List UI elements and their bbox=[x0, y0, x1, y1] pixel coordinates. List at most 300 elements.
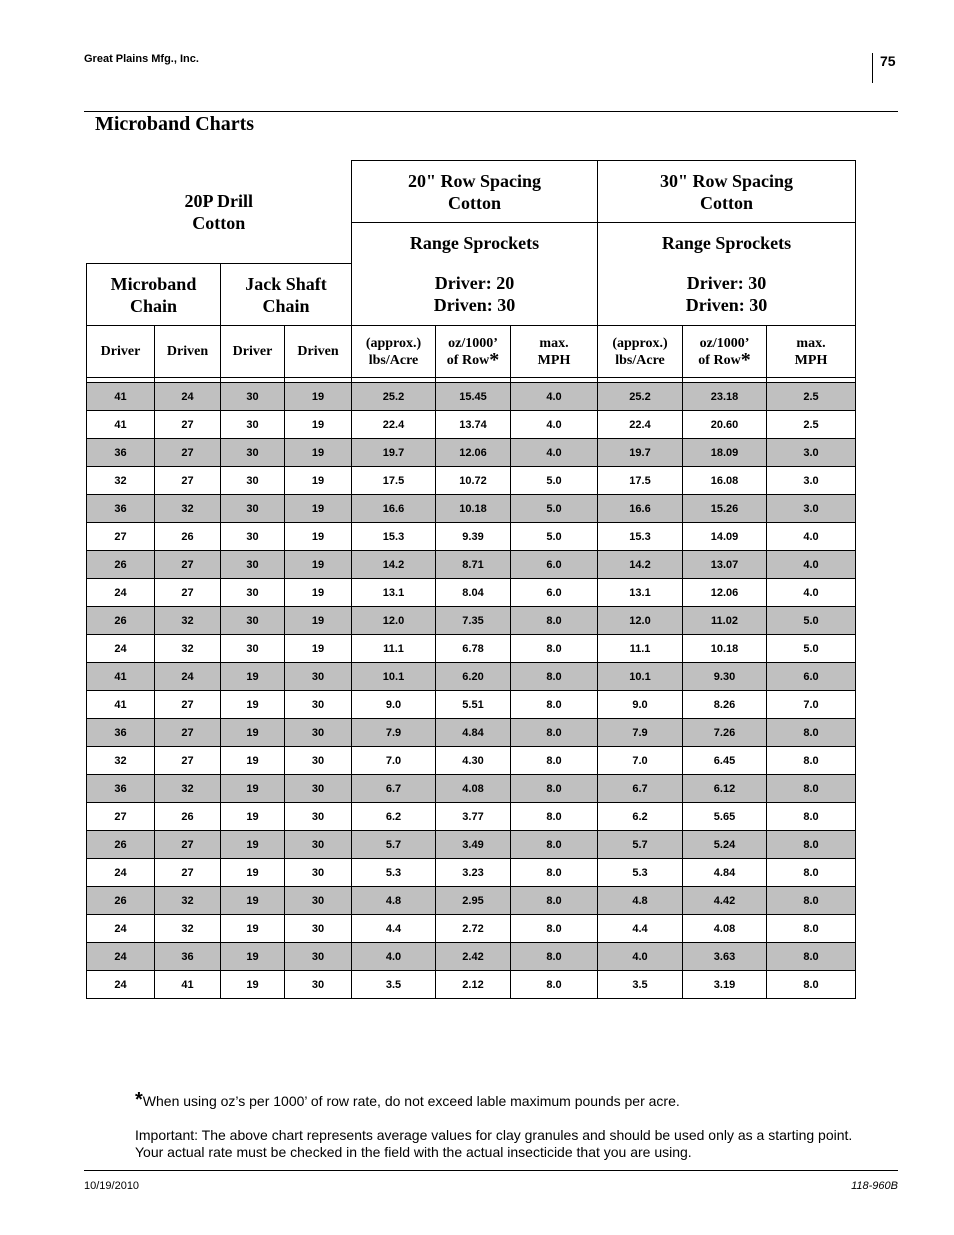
table-cell: 19 bbox=[285, 411, 352, 439]
table-cell: 8.0 bbox=[511, 943, 598, 971]
of-row-label: of Row bbox=[698, 352, 741, 368]
table-cell: 8.0 bbox=[511, 887, 598, 915]
table-cell: 24 bbox=[155, 663, 221, 691]
table-cell: 8.0 bbox=[511, 971, 598, 999]
table-cell: 20.60 bbox=[683, 411, 767, 439]
table-cell: 4.8 bbox=[598, 887, 683, 915]
table-cell: 4.4 bbox=[352, 915, 436, 943]
table-row bbox=[87, 887, 856, 915]
table-cell: 11.1 bbox=[352, 635, 436, 663]
table-cell: 4.08 bbox=[683, 915, 767, 943]
oz-note bbox=[135, 1089, 680, 1111]
table-cell: 7.0 bbox=[767, 691, 856, 719]
table-cell: 30 bbox=[221, 467, 285, 495]
table-cell: 24 bbox=[87, 915, 155, 943]
table-cell: 5.24 bbox=[683, 831, 767, 859]
table-cell: 3.23 bbox=[436, 859, 511, 887]
range-sprockets-20: Range Sprockets bbox=[352, 223, 598, 264]
table-cell: 4.0 bbox=[767, 579, 856, 607]
table-row bbox=[87, 775, 856, 803]
lbs-acre-label: lbs/Acre bbox=[615, 352, 665, 368]
table-cell: 7.26 bbox=[683, 719, 767, 747]
table-cell: 36 bbox=[87, 719, 155, 747]
table-cell: 2.95 bbox=[436, 887, 511, 915]
drill-name: 20P Drill bbox=[184, 190, 253, 211]
table-row bbox=[87, 467, 856, 495]
table-cell: 30 bbox=[285, 719, 352, 747]
drill-header bbox=[87, 161, 352, 264]
table-cell: 27 bbox=[155, 831, 221, 859]
table-cell: 11.02 bbox=[683, 607, 767, 635]
table-cell: 10.18 bbox=[436, 495, 511, 523]
table-cell: 8.0 bbox=[511, 915, 598, 943]
of-row-label: of Row bbox=[446, 352, 490, 368]
table-cell: 27 bbox=[155, 859, 221, 887]
table-cell: 4.0 bbox=[767, 551, 856, 579]
col-max-mph-30 bbox=[767, 326, 856, 378]
table-cell: 8.71 bbox=[436, 551, 511, 579]
table-cell: 24 bbox=[155, 383, 221, 411]
table-cell: 4.4 bbox=[598, 915, 683, 943]
table-cell: 27 bbox=[155, 747, 221, 775]
table-cell: 32 bbox=[87, 747, 155, 775]
table-cell: 27 bbox=[87, 523, 155, 551]
table-cell: 3.0 bbox=[767, 495, 856, 523]
row-spacing-30-header bbox=[598, 161, 856, 223]
table-cell: 8.0 bbox=[511, 775, 598, 803]
table-cell: 19 bbox=[221, 747, 285, 775]
table-cell: 8.0 bbox=[511, 747, 598, 775]
oz-label: oz/1000’ bbox=[448, 335, 498, 351]
table-cell: 3.77 bbox=[436, 803, 511, 831]
table-row bbox=[87, 635, 856, 663]
table-cell: 8.0 bbox=[511, 719, 598, 747]
table-cell: 19.7 bbox=[598, 439, 683, 467]
asterisk-mark: * bbox=[740, 348, 751, 371]
table-cell: 8.0 bbox=[511, 831, 598, 859]
driver-30: Driver: 30 bbox=[686, 273, 767, 294]
table-row bbox=[87, 719, 856, 747]
table-cell: 8.0 bbox=[767, 775, 856, 803]
table-cell: 30 bbox=[221, 523, 285, 551]
col-jackshaft-driven: Driven bbox=[285, 326, 352, 378]
table-cell: 12.06 bbox=[436, 439, 511, 467]
table-cell: 4.0 bbox=[767, 523, 856, 551]
header-divider bbox=[872, 53, 873, 83]
table-cell: 27 bbox=[155, 579, 221, 607]
table-row bbox=[87, 971, 856, 999]
table-row bbox=[87, 747, 856, 775]
lbs-acre-label: lbs/Acre bbox=[368, 352, 419, 368]
table-cell: 4.84 bbox=[436, 719, 511, 747]
table-cell: 24 bbox=[87, 971, 155, 999]
table-cell: 30 bbox=[285, 663, 352, 691]
table-cell: 13.1 bbox=[598, 579, 683, 607]
table-cell: 27 bbox=[155, 551, 221, 579]
row-spacing-20: 20" Row Spacing bbox=[407, 170, 541, 191]
table-cell: 9.0 bbox=[598, 691, 683, 719]
header-rule bbox=[84, 111, 898, 112]
important-note: Important: The above chart represents average values for clay granules and should be used only as a starting point. Your actual rate must be checked in the field with the actual insecticide that you are using. bbox=[135, 1127, 853, 1160]
table-cell: 8.0 bbox=[511, 607, 598, 635]
table-row bbox=[87, 579, 856, 607]
table-cell: 4.0 bbox=[352, 943, 436, 971]
table-cell: 19 bbox=[221, 831, 285, 859]
table-cell: 19 bbox=[285, 635, 352, 663]
max-label: max. bbox=[539, 335, 569, 351]
table-cell: 30 bbox=[285, 775, 352, 803]
table-cell: 8.0 bbox=[511, 663, 598, 691]
table-cell: 8.0 bbox=[511, 635, 598, 663]
table-cell: 15.45 bbox=[436, 383, 511, 411]
table-cell: 14.09 bbox=[683, 523, 767, 551]
microband-chart-table bbox=[86, 160, 856, 999]
table-cell: 19 bbox=[221, 859, 285, 887]
table-cell: 16.08 bbox=[683, 467, 767, 495]
table-cell: 18.09 bbox=[683, 439, 767, 467]
table-row bbox=[87, 663, 856, 691]
table-cell: 14.2 bbox=[352, 551, 436, 579]
table-cell: 6.2 bbox=[598, 803, 683, 831]
table-cell: 7.9 bbox=[598, 719, 683, 747]
table-cell: 30 bbox=[221, 607, 285, 635]
table-cell: 4.0 bbox=[511, 439, 598, 467]
table-cell: 4.42 bbox=[683, 887, 767, 915]
table-cell: 19 bbox=[221, 915, 285, 943]
table-cell: 8.04 bbox=[436, 579, 511, 607]
table-row bbox=[87, 943, 856, 971]
table-row bbox=[87, 411, 856, 439]
table-cell: 19 bbox=[221, 719, 285, 747]
table-cell: 7.9 bbox=[352, 719, 436, 747]
approx-label: (approx.) bbox=[365, 335, 422, 351]
table-cell: 6.0 bbox=[767, 663, 856, 691]
table-cell: 2.5 bbox=[767, 411, 856, 439]
table-cell: 30 bbox=[221, 579, 285, 607]
table-cell: 19 bbox=[221, 971, 285, 999]
table-cell: 32 bbox=[155, 775, 221, 803]
table-cell: 13.74 bbox=[436, 411, 511, 439]
table-cell: 27 bbox=[155, 439, 221, 467]
table-cell: 17.5 bbox=[352, 467, 436, 495]
table-cell: 25.2 bbox=[352, 383, 436, 411]
table-cell: 19 bbox=[285, 495, 352, 523]
table-cell: 8.0 bbox=[767, 831, 856, 859]
table-row bbox=[87, 523, 856, 551]
table-cell: 25.2 bbox=[598, 383, 683, 411]
table-cell: 30 bbox=[285, 831, 352, 859]
table-cell: 10.1 bbox=[598, 663, 683, 691]
table-cell: 7.35 bbox=[436, 607, 511, 635]
table-cell: 19 bbox=[285, 579, 352, 607]
table-cell: 19 bbox=[285, 607, 352, 635]
col-jackshaft-driver: Driver bbox=[221, 326, 285, 378]
table-cell: 27 bbox=[155, 411, 221, 439]
company-name: Great Plains Mfg., Inc. bbox=[84, 53, 199, 65]
table-cell: 19 bbox=[221, 691, 285, 719]
table-cell: 6.0 bbox=[511, 551, 598, 579]
table-cell: 19 bbox=[221, 887, 285, 915]
table-cell: 6.45 bbox=[683, 747, 767, 775]
table-cell: 2.12 bbox=[436, 971, 511, 999]
approx-label: (approx.) bbox=[612, 335, 668, 351]
table-cell: 30 bbox=[285, 915, 352, 943]
table-cell: 30 bbox=[285, 691, 352, 719]
col-lbs-acre-20 bbox=[352, 326, 436, 378]
mph-label: MPH bbox=[794, 352, 828, 368]
table-cell: 19 bbox=[221, 803, 285, 831]
microband-chain-header bbox=[87, 264, 221, 326]
table-row bbox=[87, 607, 856, 635]
table-cell: 19 bbox=[221, 775, 285, 803]
table-cell: 30 bbox=[285, 747, 352, 775]
table-cell: 14.2 bbox=[598, 551, 683, 579]
page-number: 75 bbox=[880, 53, 896, 69]
table-cell: 19.7 bbox=[352, 439, 436, 467]
table-cell: 24 bbox=[87, 943, 155, 971]
microband-chain-label: Microband Chain bbox=[110, 273, 197, 316]
table-cell: 2.42 bbox=[436, 943, 511, 971]
table-cell: 30 bbox=[221, 495, 285, 523]
table-cell: 7.0 bbox=[352, 747, 436, 775]
sprockets-30-values bbox=[598, 264, 856, 326]
table-cell: 5.3 bbox=[598, 859, 683, 887]
table-cell: 3.0 bbox=[767, 467, 856, 495]
table-cell: 9.0 bbox=[352, 691, 436, 719]
drill-crop: Cotton bbox=[192, 212, 246, 233]
table-row bbox=[87, 495, 856, 523]
range-sprockets-30: Range Sprockets bbox=[598, 223, 856, 264]
table-cell: 32 bbox=[155, 495, 221, 523]
table-cell: 8.0 bbox=[511, 859, 598, 887]
table-cell: 19 bbox=[285, 383, 352, 411]
table-cell: 12.0 bbox=[598, 607, 683, 635]
table-cell: 26 bbox=[87, 887, 155, 915]
table-cell: 19 bbox=[285, 439, 352, 467]
table-cell: 30 bbox=[285, 887, 352, 915]
table-cell: 8.0 bbox=[767, 747, 856, 775]
driven-20: Driven: 30 bbox=[433, 295, 516, 316]
row-spacing-20-header bbox=[352, 161, 598, 223]
table-cell: 30 bbox=[285, 943, 352, 971]
page-title: Microband Charts bbox=[95, 113, 255, 135]
table-cell: 41 bbox=[155, 971, 221, 999]
table-cell: 8.0 bbox=[511, 691, 598, 719]
table-cell: 36 bbox=[87, 775, 155, 803]
table-cell: 32 bbox=[155, 887, 221, 915]
table-cell: 5.0 bbox=[511, 495, 598, 523]
footer-date: 10/19/2010 bbox=[84, 1180, 140, 1192]
table-cell: 10.72 bbox=[436, 467, 511, 495]
table-cell: 26 bbox=[87, 551, 155, 579]
table-cell: 9.30 bbox=[683, 663, 767, 691]
table-cell: 19 bbox=[221, 943, 285, 971]
table-cell: 24 bbox=[87, 859, 155, 887]
chart-body bbox=[87, 383, 856, 999]
table-cell: 8.26 bbox=[683, 691, 767, 719]
table-cell: 19 bbox=[285, 523, 352, 551]
table-cell: 4.30 bbox=[436, 747, 511, 775]
table-row bbox=[87, 691, 856, 719]
sprockets-20-values bbox=[352, 264, 598, 326]
table-cell: 5.0 bbox=[511, 523, 598, 551]
col-max-mph-20 bbox=[511, 326, 598, 378]
col-oz-row-20 bbox=[436, 326, 511, 378]
table-cell: 12.06 bbox=[683, 579, 767, 607]
jack-shaft-chain-header bbox=[221, 264, 352, 326]
table-cell: 8.0 bbox=[767, 887, 856, 915]
table-cell: 3.49 bbox=[436, 831, 511, 859]
table-cell: 23.18 bbox=[683, 383, 767, 411]
driver-20: Driver: 20 bbox=[434, 273, 515, 294]
table-cell: 30 bbox=[221, 439, 285, 467]
table-cell: 7.0 bbox=[598, 747, 683, 775]
table-cell: 2.5 bbox=[767, 383, 856, 411]
table-cell: 2.72 bbox=[436, 915, 511, 943]
table-cell: 30 bbox=[221, 411, 285, 439]
table-cell: 5.0 bbox=[767, 607, 856, 635]
table-row bbox=[87, 915, 856, 943]
row-spacing-30: 30" Row Spacing bbox=[659, 170, 793, 191]
table-row bbox=[87, 383, 856, 411]
table-cell: 6.0 bbox=[511, 579, 598, 607]
driven-30: Driven: 30 bbox=[685, 295, 768, 316]
note-asterisk: * bbox=[135, 1089, 143, 1111]
table-cell: 41 bbox=[87, 663, 155, 691]
table-cell: 26 bbox=[155, 803, 221, 831]
table-cell: 30 bbox=[285, 859, 352, 887]
table-cell: 16.6 bbox=[598, 495, 683, 523]
table-cell: 41 bbox=[87, 691, 155, 719]
table-cell: 8.0 bbox=[511, 803, 598, 831]
table-cell: 19 bbox=[285, 551, 352, 579]
table-cell: 15.26 bbox=[683, 495, 767, 523]
table-cell: 41 bbox=[87, 411, 155, 439]
table-cell: 17.5 bbox=[598, 467, 683, 495]
table-cell: 13.1 bbox=[352, 579, 436, 607]
table-cell: 30 bbox=[221, 635, 285, 663]
table-cell: 4.84 bbox=[683, 859, 767, 887]
table-cell: 6.2 bbox=[352, 803, 436, 831]
table-cell: 22.4 bbox=[352, 411, 436, 439]
table-cell: 19 bbox=[285, 467, 352, 495]
table-cell: 10.18 bbox=[683, 635, 767, 663]
table-cell: 30 bbox=[285, 971, 352, 999]
table-cell: 41 bbox=[87, 383, 155, 411]
table-cell: 8.0 bbox=[767, 803, 856, 831]
table-row bbox=[87, 439, 856, 467]
max-label: max. bbox=[796, 335, 826, 351]
table-cell: 32 bbox=[155, 607, 221, 635]
table-cell: 32 bbox=[87, 467, 155, 495]
table-cell: 5.0 bbox=[511, 467, 598, 495]
table-row bbox=[87, 859, 856, 887]
table-cell: 3.5 bbox=[598, 971, 683, 999]
col-microband-driven: Driven bbox=[155, 326, 221, 378]
mph-label: MPH bbox=[537, 352, 571, 368]
table-cell: 27 bbox=[155, 467, 221, 495]
table-cell: 19 bbox=[221, 663, 285, 691]
table-cell: 16.6 bbox=[352, 495, 436, 523]
table-cell: 4.0 bbox=[511, 411, 598, 439]
table-cell: 4.8 bbox=[352, 887, 436, 915]
table-cell: 4.0 bbox=[511, 383, 598, 411]
table-cell: 3.0 bbox=[767, 439, 856, 467]
doc-number: 118-960B bbox=[851, 1180, 898, 1192]
table-cell: 3.5 bbox=[352, 971, 436, 999]
table-cell: 6.20 bbox=[436, 663, 511, 691]
table-cell: 36 bbox=[155, 943, 221, 971]
table-row bbox=[87, 803, 856, 831]
col-lbs-acre-30 bbox=[598, 326, 683, 378]
table-cell: 4.08 bbox=[436, 775, 511, 803]
table-cell: 6.78 bbox=[436, 635, 511, 663]
table-cell: 30 bbox=[221, 383, 285, 411]
table-cell: 3.63 bbox=[683, 943, 767, 971]
col-oz-row-30 bbox=[683, 326, 767, 378]
table-cell: 36 bbox=[87, 439, 155, 467]
table-cell: 26 bbox=[87, 607, 155, 635]
table-cell: 9.39 bbox=[436, 523, 511, 551]
table-cell: 10.1 bbox=[352, 663, 436, 691]
table-cell: 8.0 bbox=[767, 943, 856, 971]
table-cell: 3.19 bbox=[683, 971, 767, 999]
asterisk-mark: * bbox=[489, 348, 500, 371]
table-cell: 15.3 bbox=[598, 523, 683, 551]
table-cell: 26 bbox=[155, 523, 221, 551]
table-cell: 6.7 bbox=[598, 775, 683, 803]
table-cell: 32 bbox=[155, 635, 221, 663]
oz-label: oz/1000’ bbox=[699, 335, 750, 351]
table-cell: 5.7 bbox=[352, 831, 436, 859]
table-cell: 22.4 bbox=[598, 411, 683, 439]
table-cell: 5.0 bbox=[767, 635, 856, 663]
table-cell: 15.3 bbox=[352, 523, 436, 551]
table-cell: 8.0 bbox=[767, 859, 856, 887]
table-row bbox=[87, 551, 856, 579]
table-cell: 6.7 bbox=[352, 775, 436, 803]
table-cell: 32 bbox=[155, 915, 221, 943]
table-cell: 24 bbox=[87, 635, 155, 663]
table-cell: 4.0 bbox=[598, 943, 683, 971]
table-cell: 11.1 bbox=[598, 635, 683, 663]
table-row bbox=[87, 831, 856, 859]
footer-rule bbox=[84, 1170, 898, 1171]
table-cell: 12.0 bbox=[352, 607, 436, 635]
table-cell: 5.3 bbox=[352, 859, 436, 887]
table-cell: 30 bbox=[221, 551, 285, 579]
table-cell: 26 bbox=[87, 831, 155, 859]
table-cell: 13.07 bbox=[683, 551, 767, 579]
row-spacing-30-crop: Cotton bbox=[700, 192, 753, 213]
table-cell: 5.65 bbox=[683, 803, 767, 831]
oz-note-text: When using oz’s per 1000’ of row rate, do not exceed lable maximum pounds per acre. bbox=[142, 1093, 680, 1109]
table-cell: 6.12 bbox=[683, 775, 767, 803]
table-cell: 5.51 bbox=[436, 691, 511, 719]
col-microband-driver: Driver bbox=[87, 326, 155, 378]
table-cell: 8.0 bbox=[767, 719, 856, 747]
table-cell: 30 bbox=[285, 803, 352, 831]
table-cell: 27 bbox=[155, 719, 221, 747]
table-cell: 8.0 bbox=[767, 971, 856, 999]
table-cell: 27 bbox=[87, 803, 155, 831]
table-cell: 8.0 bbox=[767, 915, 856, 943]
jack-shaft-chain-label: Jack Shaft Chain bbox=[245, 273, 327, 316]
table-cell: 27 bbox=[155, 691, 221, 719]
table-cell: 36 bbox=[87, 495, 155, 523]
row-spacing-20-crop: Cotton bbox=[448, 192, 501, 213]
table-cell: 5.7 bbox=[598, 831, 683, 859]
